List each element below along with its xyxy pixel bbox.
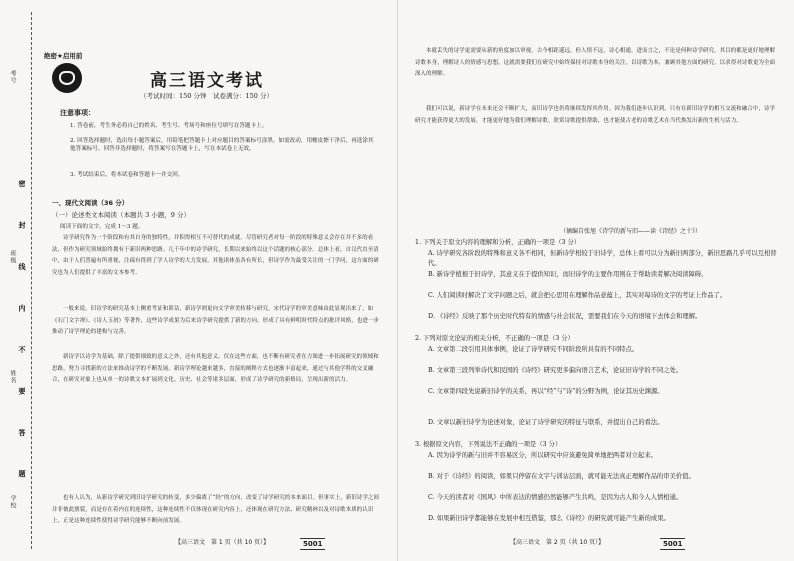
question-3-option-c: C. 今天的读者对《国风》中所表达的情感仍然能够产生共鸣，是因为古人和今人人情相通。 [428, 494, 683, 501]
question-1-option-d: D. 《诗经》反映了那个历史时代特有的情感与社会状况，需要我们在今天的语境下去体会和理解。 [428, 313, 702, 320]
question-2-option-d: D. 文章以新旧诗学为论述对象，论证了诗学研究的特征与联系，并提出自己的看法。 [428, 419, 664, 426]
question-2-option-c: C. 文章第四段先说新旧诗学的关系，再以“经”与“诗”的分野为例，论证其历史渊源。 [428, 388, 664, 395]
question-3-option-b: B. 对于《诗经》的阅读，如果只停留在文字与训诂层面，就可能无法真正理解作品的审美价值。 [428, 473, 695, 480]
exam-logo-icon [52, 63, 82, 93]
passage-paragraph-1: 诗学研究作为一个阶段和有其自身的独特性，并积得相互不可替代的成就。尽管研究者对每一阶段的特殊意义会存在并不多的看法，但作为研究领域始终拥有于新旧两种思路。几千年中的诗学研究，长期以来始终以这个话题的核心部分。总体上看，自汉代直至清中，由于人们普遍有所重视，注疏有得到了学人诗学的大力发展，其他诸体虽各有所长，但诗学作为最受关注的一门学问，这方面的研究也为人们提供了丰富的文本参考。 [52, 235, 379, 276]
page-footer-right: 【高三语文 第 2 页（共 10 页）】 [510, 539, 605, 546]
passage-paragraph-2: 一般来说，旧诗学的研究基本上侧重考证和训诂，新诗学则更向文学审美转移与研究。宋代诗学的审美意味由此显现出来了，如《石门文字禅》、《诗人玉屑》等著作，这些诗学成果为后来诗学研究提供了新的方向，形成了具有鲜明时代特点的批评风格，也进一步推动了诗学理论的建构与完善。 [52, 306, 380, 336]
reading-instruction: 阅读下面的文字，完成 1～3 题。 [60, 224, 144, 230]
binding-label-exam-number: 考号 [9, 70, 16, 84]
note-item-2: 2. 回答选择题时，选出每小题答案后，用铅笔把答题卡上对应题目的答案标号涂黑。如需改动，用橡皮擦干净后，再选涂其他答案标号。回答非选择题时，将答案写在答题卡上，写在本试卷上无效。 [70, 138, 374, 152]
binding-label-school: 学校 [9, 495, 16, 509]
seal-notice: 密 封 线 内 不 要 答 题 [18, 180, 27, 494]
passage-paragraph-4: 也有人认为，从新诗学研究到旧诗学研究的转变，多少偏离了“经”的方向，改变了诗学研究的本来面目。但事实上，新旧诗学之间并非彼此割裂，而是存在着内在的连续性，这种连续性不仅体现在研究内容上，还体现在研究方法、研究精神以及对诗歌本质的认识上，正是这种连续性使得诗学研究能够不断向前发展。 [52, 495, 380, 525]
binding-label-class: 班级 [9, 250, 16, 264]
subsection-heading: （一）论述类文本阅读（本题共 3 小题，9 分） [52, 211, 190, 219]
question-3-option-d: D. 如果新旧诗学都能够在发展中相互借鉴，那么《诗经》的研究就可能产生新的成果。 [428, 515, 670, 522]
notes-title: 注意事项： [60, 109, 95, 117]
passage-paragraph-5: 本就丢失的诗学更需要从新的角度加以审视，古今相距遥远，但人情不远，诗心相通。进而言之，不论是何种诗学研究，其目的都是更好地理解诗歌本身，理解诗人的情感与思想，这就需要我们在研究中始终保持对诗歌本身的关注，以诗歌为本，兼顾其他方面的研究，以求得对诗歌更为全面深入的理解。 [415, 48, 776, 78]
binding-strip [0, 0, 40, 561]
question-1-stem: 1. 下列关于原文内容的理解和分析，正确的一项是（3 分） [415, 239, 581, 246]
passage-paragraph-6: 我们可以说，新诗学在未来还会不断扩大，而旧诗学也仍将继续发挥其作用。因为我们逐步认识到，只有在新旧诗学的相互交流和融合中，诗学研究才能获得更大的发展，才能更好地为我们理解诗歌、欣赏诗歌提供帮助，也才能使古老的诗歌艺术在当代焕发出新的生机与活力。 [415, 106, 776, 124]
question-2-option-a: A. 文章第二段引用具体事例，论证了诗学研究不同阶段所具有的不同特点。 [428, 346, 639, 353]
section-heading: 一、现代文阅读（36 分） [52, 199, 129, 207]
paper-code-left: 5001 [300, 538, 325, 550]
question-3-stem: 3. 根据原文内容，下列说法不正确的一项是（3 分） [415, 441, 562, 448]
question-1-option-a: A. 诗学研究各阶段的特殊和意义各不相同，但新诗学相较于旧诗学，总体上看可以分为新旧两部分，新旧思路几乎可以互相替代。 [428, 250, 777, 268]
question-2-stem: 2. 下列对原文论证的相关分析，不正确的一项是（3 分） [415, 335, 574, 342]
page-title: 高三语文考试 [150, 71, 264, 91]
page-footer-left: 【高三语文 第 1 页（共 10 页）】 [175, 539, 270, 546]
note-item-1: 1. 答卷前，考生务必将自己的姓名、考生号、考场号和座位号填写在答题卡上。 [70, 123, 268, 129]
secret-mark: 绝密★启用前 [44, 52, 83, 60]
note-item-3: 3. 考试结束后，将本试卷和答题卡一并交回。 [70, 172, 184, 178]
question-3-option-a: A. 因为诗学的新与旧并不容易区分，所以研究中应该避免简单地把两者对立起来。 [428, 452, 657, 459]
question-2-option-b: B. 文章第三段列举诗代和民国的《诗经》研究更多偏向语言艺术，论证旧诗学的不同之处。 [428, 367, 683, 374]
seal-line [31, 12, 32, 549]
exam-meta: （考试时间：150 分钟 试卷满分：150 分） [140, 92, 273, 100]
binding-label-name: 姓名 [9, 370, 16, 384]
question-1-option-b: B. 新诗学植根于旧诗学，其意义在于提供知识，而旧诗学的主要作用则在于帮助读者解决阅读障碍。 [428, 271, 708, 278]
passage-paragraph-3: 新诗学以诗学为基础，除了提供细致的意义之外，还有其他意义。仅在这些方面，也不断有研究者在力图进一步拓展研究的领域和思路，努力寻找新的方法来推动诗学的不断发展。新诗学理论越来越多，直接的阐释方式也逐渐丰富起来，通过与其他学科的交叉融合，在研究对象上也从单一的诗歌文本扩展到文化、历史、社会等诸多层面，形成了诗学研究的新格局，呈现出新的活力。 [52, 354, 379, 384]
passage-source: （摘编自张旭《诗学的新与旧——读《诗经》之十》） [560, 228, 702, 235]
question-1-option-c: C. 人们阅读时解决了文字问题之后，就会把心思用在理解作品意蕴上，其实对每诗的文字的考证上作品了。 [428, 292, 727, 299]
paper-code-right: 5001 [660, 538, 685, 550]
